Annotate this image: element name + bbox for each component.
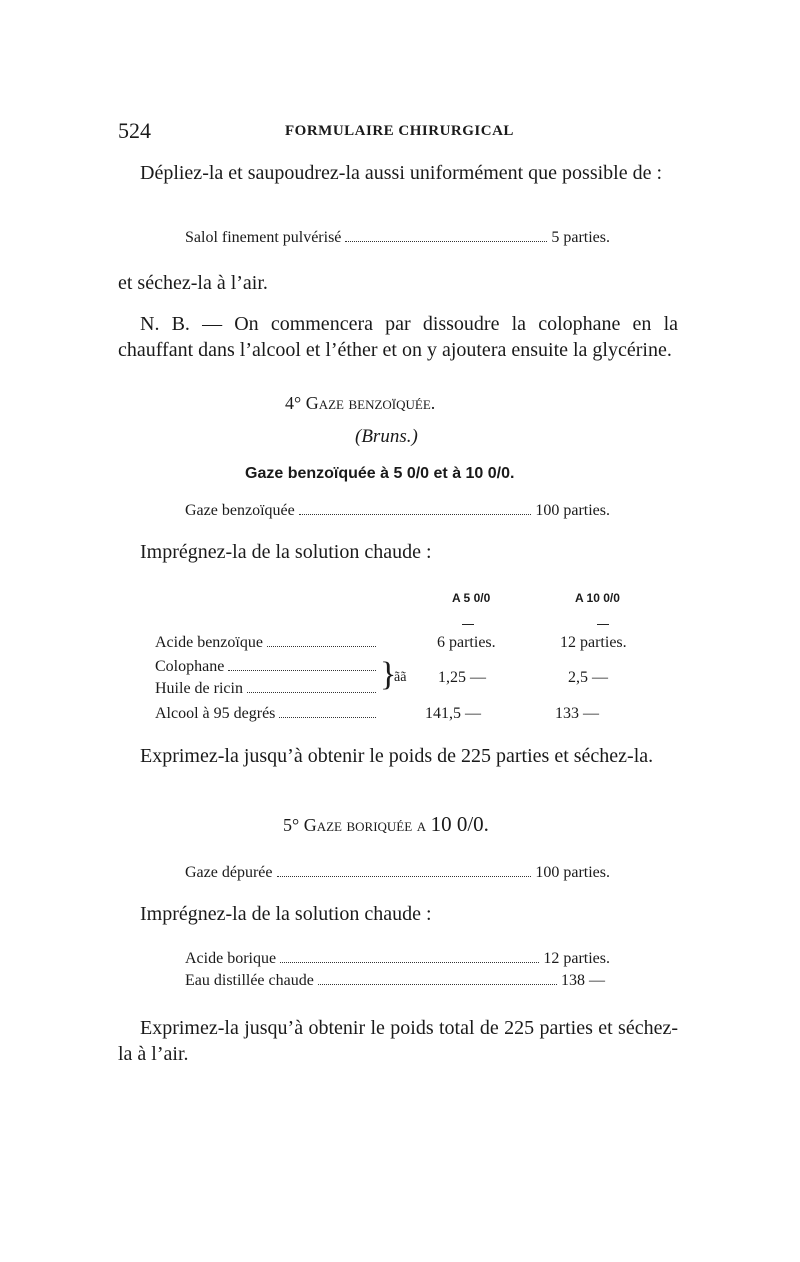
brace: } [380, 656, 397, 693]
ingredient-qty: 12 parties. [543, 950, 610, 967]
table-row [155, 705, 380, 723]
leader-dots [318, 984, 557, 985]
section-4-title: Gaze benzoïquée. [305, 393, 436, 413]
ingredient-name: Acide borique [185, 950, 277, 967]
recipe-line-eau-distillee [185, 972, 605, 990]
value-5: 6 parties. [437, 634, 496, 651]
paragraph-3 [118, 311, 678, 363]
leader-dots [277, 876, 532, 877]
ingredient-qty: 100 parties. [535, 502, 610, 519]
section-5-heading [283, 812, 489, 837]
paragraph-5 [118, 743, 678, 769]
value-10: 12 parties. [560, 634, 627, 651]
ingredient-qty: 100 parties. [535, 864, 610, 881]
paragraph-6: Imprégnez-la de la solution chaude : [140, 903, 432, 925]
leader-dots [345, 241, 547, 242]
paragraph-7 [118, 1015, 678, 1067]
value-5: 141,5 — [425, 705, 481, 722]
section-4-author: (Bruns.) [355, 426, 418, 447]
recipe-line-acide-borique [185, 950, 610, 968]
ingredient-name: Salol finement pulvérisé [185, 229, 342, 246]
ingredient-name: Acide benzoïque [155, 634, 263, 651]
column-dash-5 [462, 624, 474, 625]
section-5-title: Gaze boriquée a [303, 815, 427, 835]
ingredient-name: Alcool à 95 degrés [155, 705, 276, 722]
leader-dots [299, 514, 532, 515]
paragraph-4: Imprégnez-la de la solution chaude : [140, 541, 432, 563]
ingredient-name: Eau distillée chaude [185, 972, 314, 989]
paragraph-3-text: N. B. — On commencera par dissoudre la colophane en la chauffant dans l’alcool et l’éther et on y ajoutera ensuite la glycérine. [118, 313, 678, 361]
ingredient-qty: 138 — [561, 972, 605, 989]
value-10: 2,5 — [568, 669, 608, 686]
table-col-header-10: A 10 0/0 [575, 591, 620, 605]
paragraph-2 [118, 270, 678, 296]
value-5: 1,25 — [438, 669, 486, 686]
leader-dots [267, 646, 376, 647]
ingredient-name: Huile de ricin [155, 680, 243, 697]
recipe-line-gaze-depuree [185, 864, 610, 882]
table-col-header-5: A 5 0/0 [452, 591, 491, 605]
paragraph-7-text: Exprimez-la jusqu’à obtenir le poids total de 225 parties et séchez-la à l’air. [118, 1017, 678, 1065]
value-10: 133 — [555, 705, 599, 722]
leader-dots [280, 962, 539, 963]
paragraph-5-text: Exprimez-la jusqu’à obtenir le poids de 225 parties et séchez-la. [140, 745, 654, 767]
paragraph-1 [118, 160, 678, 186]
section-5-value: 10 0/0. [430, 812, 489, 836]
section-4-number: 4° [285, 393, 302, 413]
ingredient-name: Gaze benzoïquée [185, 502, 295, 519]
subheading-benzoic: Gaze benzoïquée à 5 0/0 et à 10 0/0. [245, 465, 515, 482]
aa-label: ãã [394, 670, 407, 685]
ingredient-name: Gaze dépurée [185, 864, 273, 881]
column-dash-10 [597, 624, 609, 625]
section-5-number: 5° [283, 815, 300, 835]
recipe-line-salol [185, 229, 610, 247]
table-row [155, 634, 380, 652]
ingredient-name: Colophane [155, 658, 225, 675]
ingredient-qty: 5 parties. [551, 229, 610, 246]
leader-dots [247, 692, 376, 693]
paragraph-1-text: Dépliez-la et saupoudrez-la aussi uniformément que possible de : [140, 162, 663, 184]
table-row [155, 680, 380, 698]
leader-dots [279, 717, 376, 718]
leader-dots [228, 670, 376, 671]
recipe-line-gaze-benzoiquee [185, 502, 610, 520]
running-title: FORMULAIRE CHIRURGICAL [285, 123, 514, 139]
page-number: 524 [118, 118, 151, 143]
section-4-heading [285, 393, 435, 414]
paragraph-2-text: et séchez-la à l’air. [118, 272, 268, 294]
table-row [155, 658, 380, 676]
